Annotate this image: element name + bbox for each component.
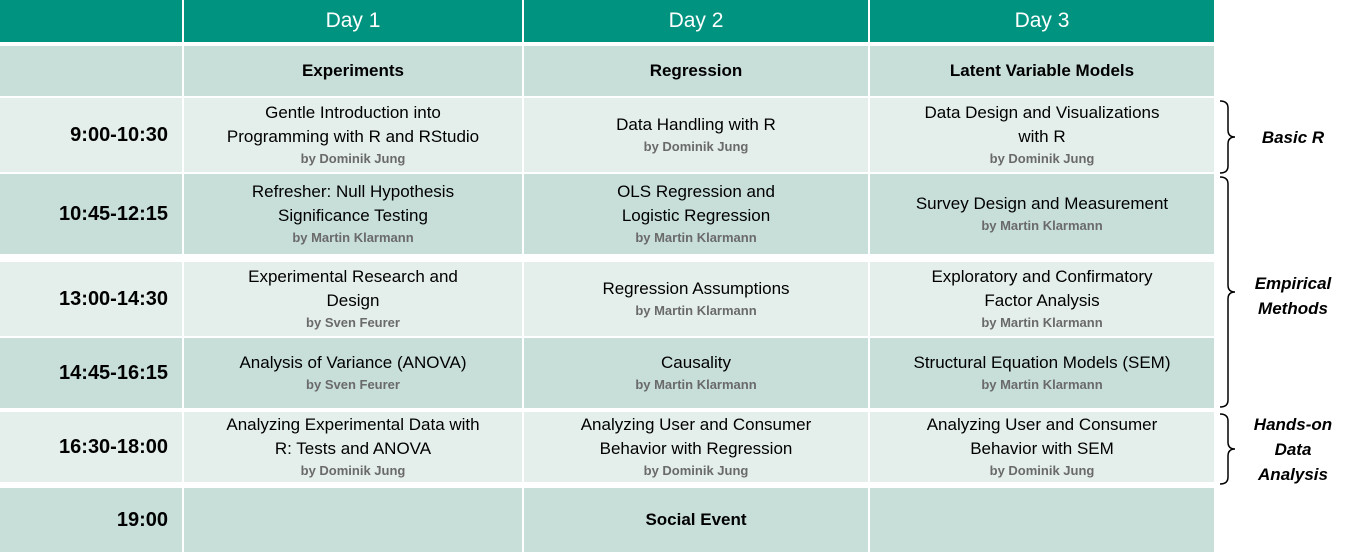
evening-time: 19:00 xyxy=(0,488,182,552)
session-cell xyxy=(524,262,868,336)
session-title: with R xyxy=(1018,127,1066,146)
session-cell xyxy=(870,412,1214,482)
session-speaker: by Dominik Jung xyxy=(643,139,749,154)
session-title: Regression Assumptions xyxy=(602,279,790,298)
session-cell xyxy=(184,98,522,172)
group-label-basic-r xyxy=(1238,125,1348,150)
session-cell xyxy=(524,174,868,254)
session-speaker: by Martin Klarmann xyxy=(635,230,757,245)
session-title: Design xyxy=(326,291,380,310)
time-slot: 9:00-10:30 xyxy=(0,98,182,172)
session-cell xyxy=(870,262,1214,336)
group-label-line: Hands-on xyxy=(1253,415,1333,434)
session-title: Behavior with SEM xyxy=(970,439,1114,458)
session-title: Programming with R and RStudio xyxy=(226,127,480,146)
session-title: Logistic Regression xyxy=(621,206,771,225)
session-cell xyxy=(870,174,1214,254)
session-speaker: by Martin Klarmann xyxy=(635,303,757,318)
session-title: Analyzing User and Consumer xyxy=(926,415,1158,434)
session-speaker: by Martin Klarmann xyxy=(981,377,1103,392)
session-cell xyxy=(184,338,522,408)
session-title: R: Tests and ANOVA xyxy=(274,439,432,458)
session-speaker: by Sven Feurer xyxy=(306,377,400,392)
session-cell xyxy=(184,262,522,336)
session-title: Factor Analysis xyxy=(984,291,1100,310)
session-speaker: by Dominik Jung xyxy=(989,151,1095,166)
day3-header: Day 3 xyxy=(870,0,1214,42)
time-slot: 10:45-12:15 xyxy=(0,174,182,254)
theme-corner-cell xyxy=(0,46,182,96)
session-title: Analyzing Experimental Data with xyxy=(226,415,480,434)
time-slot: 16:30-18:00 xyxy=(0,412,182,482)
session-title: Analysis of Variance (ANOVA) xyxy=(239,353,467,372)
group-label-hands-on xyxy=(1238,412,1348,487)
session-speaker: by Dominik Jung xyxy=(989,463,1095,478)
session-speaker: by Dominik Jung xyxy=(300,463,406,478)
day1-theme: Experiments xyxy=(184,46,522,96)
session-speaker: by Martin Klarmann xyxy=(981,218,1103,233)
session-cell xyxy=(870,98,1214,172)
session-speaker: by Martin Klarmann xyxy=(635,377,757,392)
session-title: Exploratory and Confirmatory xyxy=(931,267,1153,286)
time-slot: 13:00-14:30 xyxy=(0,262,182,336)
session-cell xyxy=(524,412,868,482)
session-speaker: by Sven Feurer xyxy=(306,315,400,330)
session-title: Data Design and Visualizations xyxy=(924,103,1160,122)
social-event: Social Event xyxy=(524,488,868,552)
session-cell xyxy=(524,338,868,408)
brace-basic-r xyxy=(1218,100,1240,174)
session-cell xyxy=(870,338,1214,408)
session-title: OLS Regression and xyxy=(617,182,775,201)
session-title: Experimental Research and xyxy=(248,267,458,286)
session-speaker: by Dominik Jung xyxy=(300,151,406,166)
session-title: Data Handling with R xyxy=(616,115,776,134)
session-title: Structural Equation Models (SEM) xyxy=(913,353,1171,372)
session-title: Behavior with Regression xyxy=(599,439,793,458)
session-title: Significance Testing xyxy=(278,206,428,225)
session-speaker: by Martin Klarmann xyxy=(981,315,1103,330)
evening-empty-cell xyxy=(870,488,1214,552)
group-label-line: Analysis xyxy=(1258,465,1328,484)
group-label-empirical-methods xyxy=(1238,271,1348,321)
brace-hands-on xyxy=(1218,413,1240,485)
time-slot: 14:45-16:15 xyxy=(0,338,182,408)
corner-header-cell xyxy=(0,0,182,42)
group-label-line: Data xyxy=(1274,440,1312,459)
group-label-line: Basic R xyxy=(1261,128,1325,147)
session-title: Causality xyxy=(661,353,731,372)
brace-empirical-methods xyxy=(1218,176,1240,408)
group-label-line: Empirical xyxy=(1254,274,1332,293)
day1-header: Day 1 xyxy=(184,0,522,42)
session-cell xyxy=(524,98,868,172)
session-cell xyxy=(184,412,522,482)
day3-theme: Latent Variable Models xyxy=(870,46,1214,96)
session-title: Refresher: Null Hypothesis xyxy=(251,182,455,201)
evening-empty-cell xyxy=(184,488,522,552)
session-cell xyxy=(184,174,522,254)
day2-theme: Regression xyxy=(524,46,868,96)
day2-header: Day 2 xyxy=(524,0,868,42)
group-label-line: Methods xyxy=(1258,299,1328,318)
session-speaker: by Dominik Jung xyxy=(643,463,749,478)
session-title: Survey Design and Measurement xyxy=(915,194,1169,213)
session-title: Analyzing User and Consumer xyxy=(580,415,812,434)
session-speaker: by Martin Klarmann xyxy=(292,230,414,245)
session-title: Gentle Introduction into xyxy=(265,103,441,122)
